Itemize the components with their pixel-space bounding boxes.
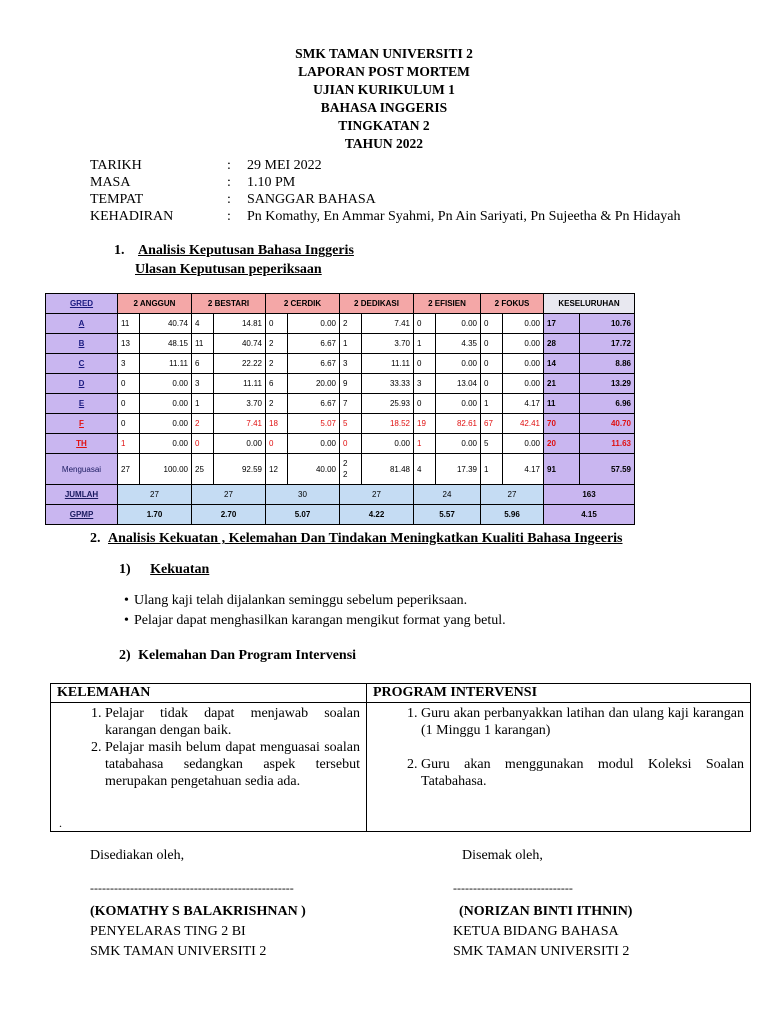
header-line: TAHUN 2022 [344, 136, 424, 151]
table-cell: 0 [340, 434, 362, 454]
overall-cell: 14 [544, 354, 580, 374]
meta-row-tempat [90, 191, 376, 208]
table-cell: 0.00 [140, 414, 192, 434]
signature-line: ------------------------------ [453, 881, 573, 895]
jumlah-label: JUMLAH [46, 485, 118, 505]
table-cell: 33.33 [362, 374, 414, 394]
table-header-row [46, 294, 635, 314]
table-cell: 27 [118, 485, 192, 505]
table-cell: 7.41 [362, 314, 414, 334]
table-cell: 4.17 [503, 454, 544, 485]
bullet-icon: • [124, 613, 129, 628]
overall-cell: 6.96 [580, 394, 635, 414]
overall-cell: 11.63 [580, 434, 635, 454]
meta-value: 29 MEI 2022 [247, 158, 322, 173]
table-cell: 163 [544, 485, 635, 505]
header-line: BAHASA INGGERIS [320, 100, 448, 115]
grade-row [46, 374, 635, 394]
table-cell: 3.70 [214, 394, 266, 414]
meta-sep: : [227, 192, 231, 207]
table-cell: 3 [192, 374, 214, 394]
table-cell: 4 [414, 454, 436, 485]
class-header: 2 CERDIK [266, 294, 340, 314]
table-cell: 0 [414, 354, 436, 374]
table-cell: 1 [481, 454, 503, 485]
table-cell: 24 [414, 485, 481, 505]
table-cell: 0 [414, 314, 436, 334]
class-header: 2 EFISIEN [414, 294, 481, 314]
grade-label: C [46, 354, 118, 374]
meta-row-tarikh [90, 157, 322, 174]
table-cell: 30 [266, 485, 340, 505]
table-cell: 82.61 [436, 414, 481, 434]
gpmp-label: GPMP [46, 505, 118, 525]
header-line: TINGKATAN 2 [338, 118, 430, 133]
table-cell: 11.11 [214, 374, 266, 394]
table-cell: 25 [192, 454, 214, 485]
overall-cell: 70 [544, 414, 580, 434]
table-cell: 2 [340, 314, 362, 334]
meta-row-masa [90, 174, 296, 191]
table-cell: 0 [414, 394, 436, 414]
table-cell: 0.00 [140, 374, 192, 394]
list-item [124, 591, 506, 611]
table-cell: 20.00 [288, 374, 340, 394]
table-cell: 40.00 [288, 454, 340, 485]
table-cell: 1 [414, 334, 436, 354]
table-cell: 4.35 [436, 334, 481, 354]
table-cell: 6.67 [288, 334, 340, 354]
table-cell: 5 [481, 434, 503, 454]
subsection-number: 1) [119, 562, 131, 577]
table-cell: 1 [414, 434, 436, 454]
meta-row-kehadiran [90, 208, 681, 225]
gred-header: GRED [46, 294, 118, 314]
table-cell: 0.00 [436, 434, 481, 454]
table-cell: 81.48 [362, 454, 414, 485]
table-cell: 48.15 [140, 334, 192, 354]
table-cell: 0 [481, 314, 503, 334]
document-header [0, 45, 768, 153]
section-number: 1. [114, 243, 125, 258]
signature-role: KETUA BIDANG BAHASA [453, 924, 619, 939]
table-cell: 6.67 [288, 394, 340, 414]
table-cell: 7 [340, 394, 362, 414]
grade-row [46, 334, 635, 354]
table-cell: 27 [340, 485, 414, 505]
table-cell: 0 [481, 354, 503, 374]
grade-row [46, 314, 635, 334]
table-cell: 27 [118, 454, 140, 485]
section-title: Analisis Keputusan Bahasa Inggeris [138, 243, 354, 258]
overall-cell: 21 [544, 374, 580, 394]
table-cell: 11 [118, 314, 140, 334]
table-cell: 1 [340, 334, 362, 354]
table-cell: 92.59 [214, 454, 266, 485]
program-list [373, 705, 744, 790]
table-cell: 2 [266, 354, 288, 374]
table-cell: 18 [266, 414, 288, 434]
overall-header: KESELURUHAN [544, 294, 635, 314]
grade-label: A [46, 314, 118, 334]
meta-block [90, 157, 681, 225]
grade-row [46, 354, 635, 374]
table-cell: 0 [192, 434, 214, 454]
table-cell: 0 [118, 374, 140, 394]
subsection-number: 2) [119, 648, 131, 663]
grade-row [46, 454, 635, 485]
list-item [124, 611, 506, 631]
class-header: 2 DEDIKASI [340, 294, 414, 314]
section-2-heading [90, 531, 623, 547]
table-cell: 11 [192, 334, 214, 354]
table-cell: 40.74 [140, 314, 192, 334]
signature-right [453, 846, 632, 962]
overall-cell: 13.29 [580, 374, 635, 394]
table-cell: 0.00 [436, 354, 481, 374]
table-cell: 2.70 [192, 505, 266, 525]
table-cell: 1.70 [118, 505, 192, 525]
program-header: PROGRAM INTERVENSI [367, 684, 751, 703]
kelemahan-cell [51, 703, 367, 832]
meta-label: TEMPAT [90, 192, 144, 207]
table-cell: 14.81 [214, 314, 266, 334]
gpmp-row [46, 505, 635, 525]
table-cell: 2 [266, 394, 288, 414]
results-table [45, 293, 635, 525]
table-cell: 27 [192, 485, 266, 505]
header-line: LAPORAN POST MORTEM [298, 64, 470, 79]
signature-name: (KOMATHY S BALAKRISHNAN ) [90, 904, 306, 919]
signature-name: (NORIZAN BINTI ITHNIN) [459, 904, 633, 919]
meta-sep: : [227, 209, 231, 224]
table-cell: 11.11 [140, 354, 192, 374]
table-cell: 42.41 [503, 414, 544, 434]
list-item-text: Ulang kaji telah dijalankan seminggu sebelum peperiksaan. [134, 593, 468, 608]
class-header: 2 BESTARI [192, 294, 266, 314]
overall-cell: 10.76 [580, 314, 635, 334]
table-cell: 100.00 [140, 454, 192, 485]
meta-label: MASA [90, 175, 131, 190]
grade-label: TH [46, 434, 118, 454]
header-line: SMK TAMAN UNIVERSITI 2 [295, 46, 473, 61]
kelemahan-header: KELEMAHAN [51, 684, 367, 703]
meta-label: TARIKH [90, 158, 142, 173]
table-cell: 5.07 [266, 505, 340, 525]
overall-cell: 57.59 [580, 454, 635, 485]
grade-row [46, 394, 635, 414]
table-cell: 0.00 [140, 434, 192, 454]
table-cell: 2 2 [340, 454, 362, 485]
table-cell: 4.22 [340, 505, 414, 525]
meta-value: Pn Komathy, En Ammar Syahmi, Pn Ain Sariyati, Pn Sujeetha & Pn Hidayah [247, 209, 681, 224]
table-cell: 5 [340, 414, 362, 434]
grade-row [46, 414, 635, 434]
table-cell: 0.00 [503, 354, 544, 374]
meta-value: SANGGAR BAHASA [247, 192, 376, 207]
grade-label: B [46, 334, 118, 354]
class-header: 2 FOKUS [481, 294, 544, 314]
overall-cell: 91 [544, 454, 580, 485]
overall-cell: 28 [544, 334, 580, 354]
kelemahan-list [57, 705, 360, 790]
grade-rows [46, 314, 635, 485]
table-cell: 0 [266, 434, 288, 454]
program-cell [367, 703, 751, 832]
section-number: 2. [90, 531, 101, 546]
table-cell: 1 [192, 394, 214, 414]
list-item: 1. Pelajar tidak dapat menjawab soalan karangan dengan baik. [105, 705, 360, 739]
header-line: UJIAN KURIKULUM 1 [313, 82, 455, 97]
table-cell: 0.00 [140, 394, 192, 414]
table-cell: 11.11 [362, 354, 414, 374]
table-cell: 5.96 [481, 505, 544, 525]
kekuatan-heading [119, 562, 209, 578]
table-cell: 3 [118, 354, 140, 374]
overall-cell: 11 [544, 394, 580, 414]
subsection-title: Kelemahan Dan Program Intervensi [138, 648, 357, 663]
grade-row [46, 434, 635, 454]
signature-line: --------------------------------------------------- [90, 881, 294, 895]
kelemahan-heading [119, 648, 356, 664]
overall-cell: 17.72 [580, 334, 635, 354]
table-cell: 0.00 [288, 314, 340, 334]
overall-cell: 8.86 [580, 354, 635, 374]
list-item: 2. Guru akan menggunakan modul Koleksi Soalan Tatabahasa. [421, 756, 744, 790]
grade-label: F [46, 414, 118, 434]
table-cell: 0 [266, 314, 288, 334]
table-cell: 5.07 [288, 414, 340, 434]
table-cell: 6 [192, 354, 214, 374]
table-cell: 4.15 [544, 505, 635, 525]
table-cell: 22.22 [214, 354, 266, 374]
grade-label: Menguasai [46, 454, 118, 485]
table-cell: 4.17 [503, 394, 544, 414]
table-cell: 19 [414, 414, 436, 434]
table-cell: 5.57 [414, 505, 481, 525]
table-cell: 2 [192, 414, 214, 434]
overall-cell: 17 [544, 314, 580, 334]
signature-caption: Disemak oleh, [462, 848, 543, 863]
table-cell: 3 [414, 374, 436, 394]
table-cell: 3.70 [362, 334, 414, 354]
signature-school: SMK TAMAN UNIVERSITI 2 [453, 944, 630, 959]
table-cell: 0 [481, 374, 503, 394]
signature-left [90, 846, 306, 962]
signature-role: PENYELARAS TING 2 BI [90, 924, 246, 939]
class-header: 2 ANGGUN [118, 294, 192, 314]
table-cell: 0.00 [503, 374, 544, 394]
list-item: 2. Pelajar masih belum dapat menguasai soalan tatabahasa sedangkan aspek tersebut merupakan pengetahuan sedia ada. [105, 739, 360, 790]
section-1-subtitle: Ulasan Keputusan peperiksaan [135, 262, 322, 277]
table-cell: 9 [340, 374, 362, 394]
table-cell: 7.41 [214, 414, 266, 434]
list-item: 1. Guru akan perbanyakkan latihan dan ulang kaji karangan (1 Minggu 1 karangan) [421, 705, 744, 739]
table-cell: 0 [118, 394, 140, 414]
table-cell: 27 [481, 485, 544, 505]
grade-label: D [46, 374, 118, 394]
meta-label: KEHADIRAN [90, 209, 174, 224]
table-cell: 0.00 [503, 314, 544, 334]
table-cell: 2 [266, 334, 288, 354]
overall-cell: 40.70 [580, 414, 635, 434]
stray-dot: . [59, 816, 62, 830]
grade-label: E [46, 394, 118, 414]
table-cell: 0.00 [503, 334, 544, 354]
table-cell: 0.00 [288, 434, 340, 454]
bullet-icon: • [124, 593, 129, 608]
table-cell: 0 [118, 414, 140, 434]
table-cell: 0.00 [436, 314, 481, 334]
table-cell: 18.52 [362, 414, 414, 434]
table-cell: 17.39 [436, 454, 481, 485]
subsection-title: Kekuatan [150, 562, 210, 577]
table-cell: 13.04 [436, 374, 481, 394]
signature-caption: Disediakan oleh, [90, 848, 185, 863]
table-cell: 3 [340, 354, 362, 374]
table-cell: 1 [481, 394, 503, 414]
table-cell: 6 [266, 374, 288, 394]
table-cell: 25.93 [362, 394, 414, 414]
table-cell: 40.74 [214, 334, 266, 354]
table-cell: 0.00 [214, 434, 266, 454]
table-cell: 6.67 [288, 354, 340, 374]
table-cell: 0.00 [503, 434, 544, 454]
table-cell: 1 [118, 434, 140, 454]
jumlah-row [46, 485, 635, 505]
table-cell: 13 [118, 334, 140, 354]
signature-school: SMK TAMAN UNIVERSITI 2 [90, 944, 267, 959]
table-cell: 0 [481, 334, 503, 354]
list-item-text: Pelajar dapat menghasilkan karangan mengikut format yang betul. [134, 613, 506, 628]
table-cell: 0.00 [362, 434, 414, 454]
section-title: Analisis Kekuatan , Kelemahan Dan Tindakan Meningkatkan Kualiti Bahasa Ingeeris [108, 531, 623, 546]
meta-sep: : [227, 175, 231, 190]
overall-cell: 20 [544, 434, 580, 454]
intervention-table [50, 683, 751, 832]
table-cell: 67 [481, 414, 503, 434]
meta-sep: : [227, 158, 231, 173]
table-cell: 0.00 [436, 394, 481, 414]
table-cell: 12 [266, 454, 288, 485]
table-cell: 4 [192, 314, 214, 334]
section-1-heading [114, 243, 354, 259]
kekuatan-list [124, 591, 506, 631]
meta-value: 1.10 PM [247, 175, 296, 190]
